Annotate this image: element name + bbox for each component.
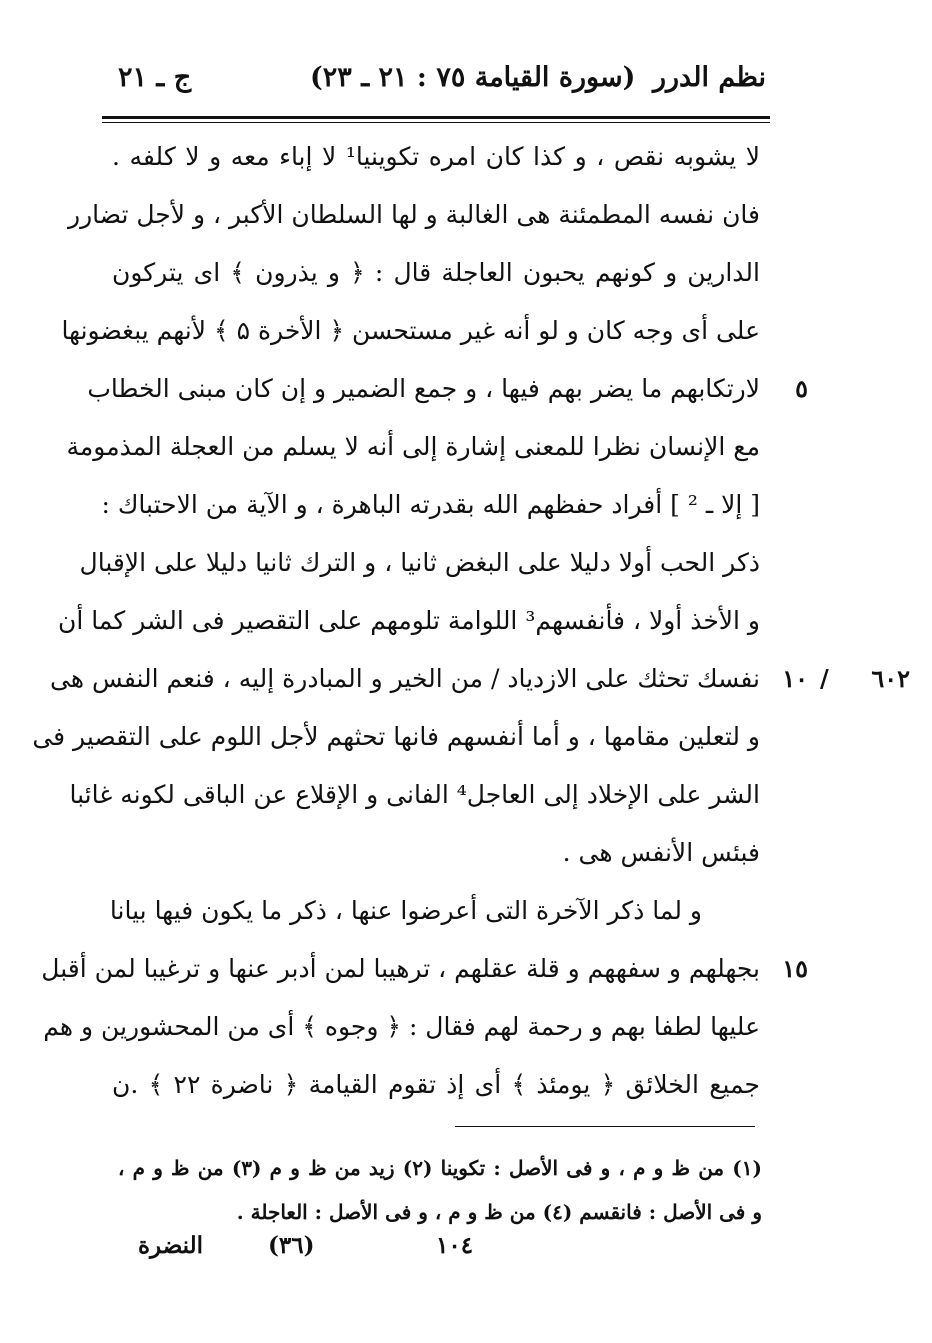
book-title: نظم الدرر xyxy=(652,62,766,93)
volume-reference: ج ـ ٢١ xyxy=(118,62,192,93)
text-line-content: جميع الخلائق ﴿ يومئذ ﴾ أى إذ تقوم القيامة ﴿ ناضرة ۲۲ ﴾ .ن xyxy=(112,1070,760,1099)
page-number: ١٠٤ xyxy=(436,1232,474,1259)
text-line xyxy=(79,534,760,592)
text-line xyxy=(68,186,760,244)
text-line-content: عليها لطفا بهم و رحمة لهم فقال : ﴿ وجوه ﴾ أى من المحشورين و هم xyxy=(43,1012,760,1041)
line-number: ١٥ xyxy=(782,954,808,983)
text-line-content: على أى وجه كان و لو أنه غير مستحسن ﴿ الأخرة ۵ ﴾ لأنهم يبغضونها xyxy=(61,316,760,345)
text-line-content: لا يشوبه نقص ، و كذا كان امره تكوينيا¹ لا إباء معه و لا كلفه . xyxy=(112,142,760,171)
text-line-content: لارتكابهم ما يضر بهم فيها ، و جمع الضمير و إن كان مبنى الخطاب xyxy=(87,374,760,403)
text-line-content: بجهلهم و سفههم و قلة عقلهم ، ترهيبا لمن أدبر عنها و ترغيبا لمن أقبل xyxy=(41,954,760,983)
text-line-content: و الأخذ أولا ، فأنفسهم³ اللوامة تلومهم على التقصير فى الشر كما أن xyxy=(58,606,760,635)
text-line xyxy=(112,824,760,882)
text-line-content: مع الإنسان نظرا للمعنى إشارة إلى أنه لا يسلم من العجلة المذمومة xyxy=(66,432,760,461)
text-line xyxy=(61,302,760,360)
text-line-content: فان نفسه المطمئنة هى الغالبة و لها السلطان الأكبر ، و لأجل تضارر xyxy=(68,200,760,229)
text-line-content: و لتعلين مقامها ، و أما أنفسهم فانها تحثهم لأجل اللوم على التقصير فى xyxy=(32,722,760,751)
text-line-content: و لما ذكر الآخرة التى أعرضوا عنها ، ذكر ما يكون فيها بيانا xyxy=(109,896,702,925)
text-line xyxy=(50,650,910,708)
text-line xyxy=(109,882,760,940)
page-footer xyxy=(100,1232,700,1268)
line-number: ٥ xyxy=(795,374,808,403)
text-line xyxy=(101,476,760,534)
footnote-line: (١) من ظ و م ، و فى الأصل : تكوينا (٢) زيد من ظ و م (٣) من ظ و م ، xyxy=(118,1156,762,1180)
text-line xyxy=(32,708,760,766)
text-line-content: ذكر الحب أولا دليلا على البغض ثانيا ، و الترك ثانيا دليلا على الإقبال xyxy=(79,548,760,577)
manuscript-folio-marker: ٦٠٢ / xyxy=(820,664,910,693)
signature-number: (٣٦) xyxy=(268,1232,315,1259)
text-line xyxy=(112,244,760,302)
text-line-content: فبئس الأنفس هى . xyxy=(562,838,760,867)
text-line xyxy=(66,418,760,476)
line-number: ١٠ xyxy=(782,664,808,693)
text-line xyxy=(43,998,760,1056)
footnotes xyxy=(118,1146,762,1234)
main-text xyxy=(32,128,910,1114)
signature-word: النضرة xyxy=(138,1232,204,1259)
text-line xyxy=(58,592,760,650)
running-header xyxy=(100,62,770,102)
surah-reference: (سورة القيامة ٧٥ : ٢١ ـ ٢٣) xyxy=(310,62,636,93)
text-line-content: الدارين و كونهم يحبون العاجلة قال : ﴿ و يذرون ﴾ اى يتركون xyxy=(112,258,760,287)
footnote-separator xyxy=(455,1126,755,1127)
text-line xyxy=(87,360,808,418)
footnote-line: و فى الأصل : فانقسم (٤) من ظ و م ، و فى الأصل : العاجلة . xyxy=(236,1200,762,1224)
text-line xyxy=(41,940,808,998)
header-rule xyxy=(102,116,770,119)
text-line xyxy=(69,766,760,824)
text-line-content: الشر على الإخلاد إلى العاجل⁴ الفانى و الإقلاع عن الباقى لكونه غائبا xyxy=(69,780,760,809)
text-line xyxy=(112,1056,760,1114)
text-line xyxy=(112,128,760,186)
text-line-content: نفسك تحثك على الازدياد / من الخير و المبادرة إليه ، فنعم النفس هى xyxy=(50,664,760,693)
text-line-content: [ إلا ـ ² ] أفراد حفظهم الله بقدرته الباهرة ، و الآية من الاحتباك : xyxy=(101,490,760,519)
